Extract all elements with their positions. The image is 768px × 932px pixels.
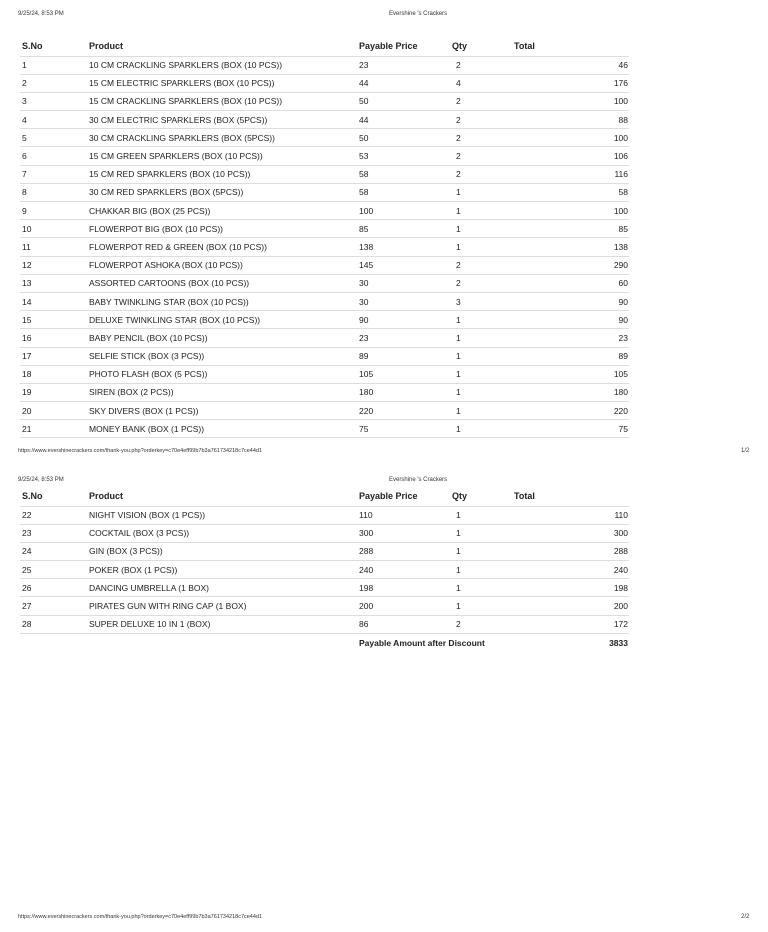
table-row: [20, 579, 629, 597]
row-product: MONEY BANK (BOX (1 PCS)): [87, 420, 357, 438]
row-price: 50: [357, 129, 450, 147]
row-qty: 2: [450, 615, 505, 633]
row-product: GIN (BOX (3 PCS)): [87, 542, 357, 560]
row-qty: 1: [450, 183, 505, 201]
table-row: [20, 561, 629, 579]
row-sno: 6: [20, 147, 87, 165]
row-price: 145: [357, 256, 450, 274]
payable-amount-value: 3833: [609, 637, 628, 648]
row-product: 30 CM ELECTRIC SPARKLERS (BOX (5PCS)): [87, 111, 357, 129]
row-price: 50: [357, 92, 450, 110]
row-qty: 1: [450, 383, 505, 401]
row-qty: 1: [450, 311, 505, 329]
row-total: 90: [505, 311, 629, 329]
summary-row: [20, 633, 629, 651]
row-price: 44: [357, 74, 450, 92]
row-product: ASSORTED CARTOONS (BOX (10 PCS)): [87, 274, 357, 292]
row-price: 105: [357, 365, 450, 383]
print-date: 9/25/24, 8:53 PM: [18, 11, 64, 17]
page-url: https://www.evershinecrackers.com/thank-you.php?orderkey=c70e4eff99b7b3a761734218c7ce44d1: [18, 448, 263, 454]
row-total: 85: [505, 220, 629, 238]
row-product: 30 CM CRACKLING SPARKLERS (BOX (5PCS)): [87, 129, 357, 147]
row-product: SELFIE STICK (BOX (3 PCS)): [87, 347, 357, 365]
row-qty: 1: [450, 347, 505, 365]
table-row: [20, 129, 629, 147]
row-total: 46: [505, 56, 629, 74]
row-total: 100: [505, 202, 629, 220]
row-price: 44: [357, 111, 450, 129]
summary-spacer: [87, 633, 357, 651]
row-total: 200: [505, 597, 629, 615]
row-total: 105: [505, 365, 629, 383]
summary-spacer: [20, 633, 87, 651]
table-row: [20, 92, 629, 110]
row-price: 110: [357, 506, 450, 524]
table-row: [20, 56, 629, 74]
row-product: 15 CM RED SPARKLERS (BOX (10 PCS)): [87, 165, 357, 183]
page-url: https://www.evershinecrackers.com/thank-you.php?orderkey=c70e4eff99b7b3a761734218c7ce44d1: [18, 914, 263, 920]
row-total: 100: [505, 92, 629, 110]
table-row: [20, 238, 629, 256]
row-qty: 1: [450, 238, 505, 256]
table-row: [20, 402, 629, 420]
column-header-qty: Qty: [450, 486, 505, 506]
row-sno: 13: [20, 274, 87, 292]
row-sno: 28: [20, 615, 87, 633]
row-total: 116: [505, 165, 629, 183]
row-total: 75: [505, 420, 629, 438]
row-product: FLOWERPOT RED & GREEN (BOX (10 PCS)): [87, 238, 357, 256]
table-header-row: [20, 486, 629, 506]
row-sno: 22: [20, 506, 87, 524]
row-sno: 1: [20, 56, 87, 74]
table-row: [20, 256, 629, 274]
table-row: [20, 329, 629, 347]
column-header-product: Product: [87, 486, 357, 506]
row-sno: 4: [20, 111, 87, 129]
row-qty: 2: [450, 147, 505, 165]
row-sno: 18: [20, 365, 87, 383]
row-product: COCKTAIL (BOX (3 PCS)): [87, 524, 357, 542]
row-qty: 2: [450, 256, 505, 274]
row-sno: 12: [20, 256, 87, 274]
row-product: 10 CM CRACKLING SPARKLERS (BOX (10 PCS)): [87, 56, 357, 74]
row-total: 176: [505, 74, 629, 92]
row-qty: 4: [450, 74, 505, 92]
row-total: 106: [505, 147, 629, 165]
row-price: 200: [357, 597, 450, 615]
row-total: 60: [505, 274, 629, 292]
row-sno: 2: [20, 74, 87, 92]
row-sno: 11: [20, 238, 87, 256]
row-price: 90: [357, 311, 450, 329]
row-price: 100: [357, 202, 450, 220]
row-total: 23: [505, 329, 629, 347]
row-total: 138: [505, 238, 629, 256]
row-qty: 1: [450, 220, 505, 238]
table-row: [20, 420, 629, 438]
column-header-price: Payable Price: [357, 36, 450, 56]
row-total: 198: [505, 579, 629, 597]
row-sno: 14: [20, 292, 87, 310]
print-date: 9/25/24, 8:53 PM: [18, 477, 64, 483]
row-qty: 1: [450, 329, 505, 347]
row-total: 100: [505, 129, 629, 147]
row-sno: 21: [20, 420, 87, 438]
row-price: 53: [357, 147, 450, 165]
row-qty: 1: [450, 365, 505, 383]
row-price: 85: [357, 220, 450, 238]
row-total: 240: [505, 561, 629, 579]
column-header-sno: S.No: [20, 486, 87, 506]
table-row: [20, 274, 629, 292]
row-qty: 3: [450, 292, 505, 310]
row-total: 220: [505, 402, 629, 420]
row-sno: 8: [20, 183, 87, 201]
row-sno: 23: [20, 524, 87, 542]
row-product: BABY TWINKLING STAR (BOX (10 PCS)): [87, 292, 357, 310]
table-header-row: [20, 36, 629, 56]
row-product: FLOWERPOT BIG (BOX (10 PCS)): [87, 220, 357, 238]
table-row: [20, 506, 629, 524]
row-qty: 1: [450, 402, 505, 420]
column-header-sno: S.No: [20, 36, 87, 56]
row-product: SUPER DELUXE 10 IN 1 (BOX): [87, 615, 357, 633]
row-product: POKER (BOX (1 PCS)): [87, 561, 357, 579]
table-row: [20, 74, 629, 92]
row-qty: 2: [450, 129, 505, 147]
row-product: SKY DIVERS (BOX (1 PCS)): [87, 402, 357, 420]
row-qty: 1: [450, 561, 505, 579]
row-price: 300: [357, 524, 450, 542]
row-total: 180: [505, 383, 629, 401]
row-sno: 10: [20, 220, 87, 238]
table-row: [20, 615, 629, 633]
row-price: 138: [357, 238, 450, 256]
row-product: DANCING UMBRELLA (1 BOX): [87, 579, 357, 597]
table-row: [20, 202, 629, 220]
row-price: 220: [357, 402, 450, 420]
row-price: 86: [357, 615, 450, 633]
table-row: [20, 292, 629, 310]
table-row: [20, 597, 629, 615]
row-price: 23: [357, 329, 450, 347]
row-qty: 1: [450, 579, 505, 597]
table-row: [20, 165, 629, 183]
row-sno: 19: [20, 383, 87, 401]
row-product: SIREN (BOX (2 PCS)): [87, 383, 357, 401]
row-qty: 2: [450, 165, 505, 183]
row-qty: 1: [450, 597, 505, 615]
row-product: 15 CM ELECTRIC SPARKLERS (BOX (10 PCS)): [87, 74, 357, 92]
row-sno: 9: [20, 202, 87, 220]
page-number: 2/2: [741, 914, 750, 920]
row-product: 15 CM GREEN SPARKLERS (BOX (10 PCS)): [87, 147, 357, 165]
row-price: 288: [357, 542, 450, 560]
row-price: 30: [357, 274, 450, 292]
row-product: 30 CM RED SPARKLERS (BOX (5PCS)): [87, 183, 357, 201]
row-product: PIRATES GUN WITH RING CAP (1 BOX): [87, 597, 357, 615]
row-sno: 7: [20, 165, 87, 183]
document-title: Evershine 's Crackers: [389, 477, 448, 483]
row-price: 198: [357, 579, 450, 597]
row-sno: 27: [20, 597, 87, 615]
row-qty: 2: [450, 92, 505, 110]
row-qty: 2: [450, 274, 505, 292]
row-total: 300: [505, 524, 629, 542]
column-header-price: Payable Price: [357, 486, 450, 506]
row-total: 58: [505, 183, 629, 201]
row-product: PHOTO FLASH (BOX (5 PCS)): [87, 365, 357, 383]
table-row: [20, 347, 629, 365]
row-qty: 1: [450, 420, 505, 438]
row-price: 58: [357, 183, 450, 201]
row-qty: 1: [450, 524, 505, 542]
row-sno: 5: [20, 129, 87, 147]
row-price: 75: [357, 420, 450, 438]
row-price: 30: [357, 292, 450, 310]
row-product: CHAKKAR BIG (BOX (25 PCS)): [87, 202, 357, 220]
document-title: Evershine 's Crackers: [389, 11, 448, 17]
row-total: 172: [505, 615, 629, 633]
table-row: [20, 311, 629, 329]
order-table-page-2: [20, 486, 629, 652]
page-number: 1/2: [741, 448, 750, 454]
table-row: [20, 542, 629, 560]
row-qty: 1: [450, 506, 505, 524]
row-sno: 17: [20, 347, 87, 365]
row-price: 58: [357, 165, 450, 183]
order-rows-page-1: [20, 56, 629, 438]
row-total: 110: [505, 506, 629, 524]
row-sno: 26: [20, 579, 87, 597]
column-header-qty: Qty: [450, 36, 505, 56]
table-row: [20, 383, 629, 401]
row-product: BABY PENCIL (BOX (10 PCS)): [87, 329, 357, 347]
row-sno: 16: [20, 329, 87, 347]
row-sno: 24: [20, 542, 87, 560]
row-product: NIGHT VISION (BOX (1 PCS)): [87, 506, 357, 524]
column-header-total: Total: [505, 486, 629, 506]
row-qty: 1: [450, 202, 505, 220]
row-total: 88: [505, 111, 629, 129]
row-sno: 25: [20, 561, 87, 579]
row-price: 89: [357, 347, 450, 365]
row-sno: 20: [20, 402, 87, 420]
row-total: 288: [505, 542, 629, 560]
table-row: [20, 524, 629, 542]
table-row: [20, 365, 629, 383]
row-total: 90: [505, 292, 629, 310]
table-row: [20, 111, 629, 129]
row-qty: 2: [450, 56, 505, 74]
row-product: FLOWERPOT ASHOKA (BOX (10 PCS)): [87, 256, 357, 274]
order-table-page-1: [20, 36, 629, 438]
table-row: [20, 147, 629, 165]
column-header-product: Product: [87, 36, 357, 56]
row-price: 23: [357, 56, 450, 74]
row-price: 180: [357, 383, 450, 401]
table-row: [20, 183, 629, 201]
row-price: 240: [357, 561, 450, 579]
row-total: 290: [505, 256, 629, 274]
row-qty: 1: [450, 542, 505, 560]
row-product: DELUXE TWINKLING STAR (BOX (10 PCS)): [87, 311, 357, 329]
column-header-total: Total: [505, 36, 629, 56]
row-product: 15 CM CRACKLING SPARKLERS (BOX (10 PCS)): [87, 92, 357, 110]
row-total: 89: [505, 347, 629, 365]
row-qty: 2: [450, 111, 505, 129]
order-rows-page-2: [20, 506, 629, 633]
row-sno: 15: [20, 311, 87, 329]
row-sno: 3: [20, 92, 87, 110]
table-row: [20, 220, 629, 238]
payable-amount-label: Payable Amount after Discount: [359, 637, 485, 648]
